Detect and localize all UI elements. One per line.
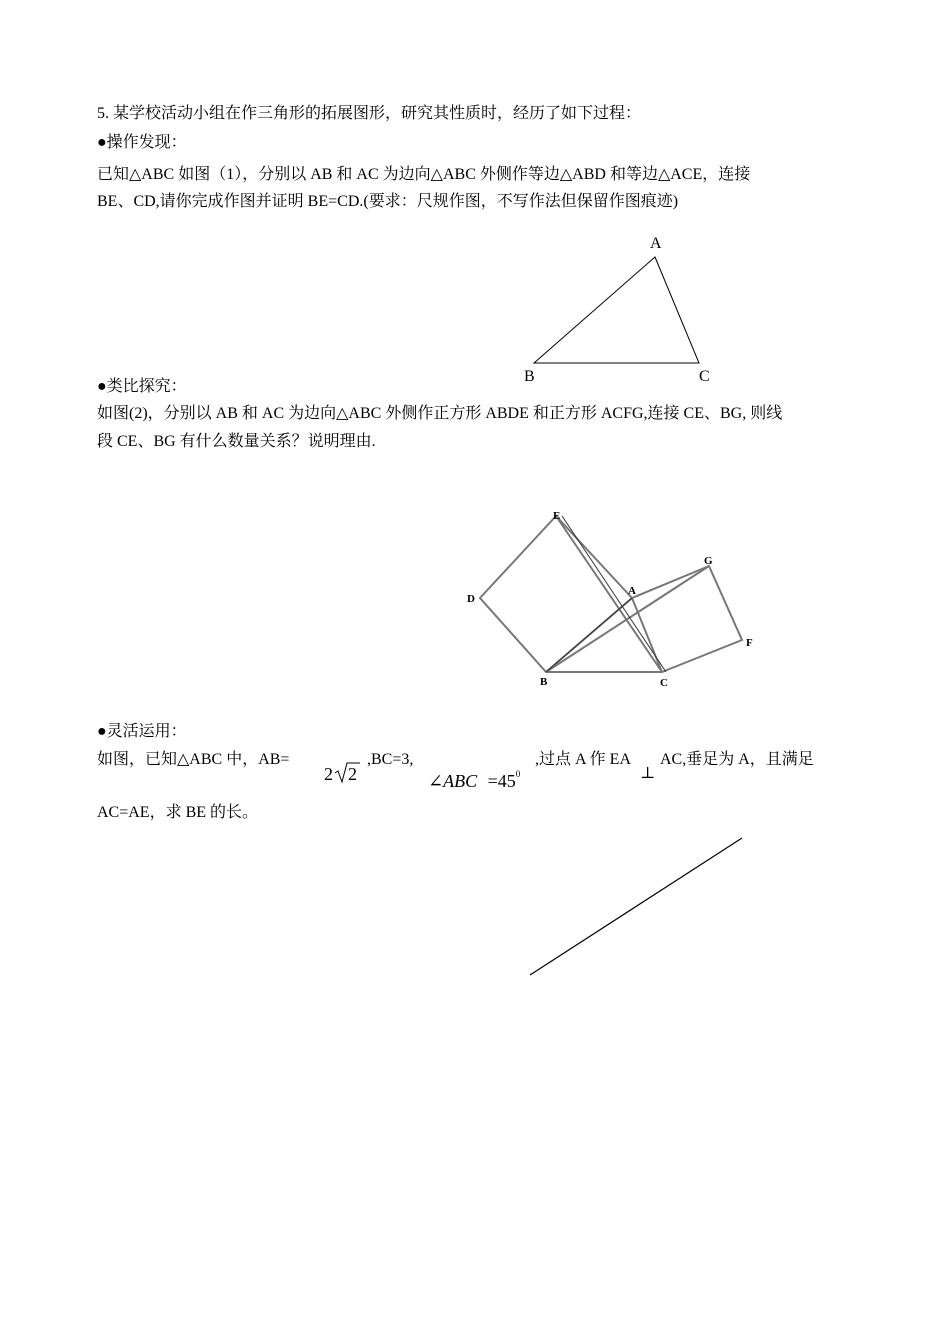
figure2-label-g: G: [704, 555, 713, 567]
part3-text-after-angle: ,过点 A 作 EA: [535, 751, 632, 768]
part3-text-prefix: 如图，已知△ABC 中，AB=: [97, 751, 290, 768]
figure2-label-d: D: [467, 593, 475, 605]
figure2-squares: [460, 500, 770, 700]
part2-text-line1: 如图(2)，分别以 AB 和 AC 为边向△ABC 外侧作正方形 ABDE 和正方形 ACFG,连接 CE、BG, 则线: [97, 405, 783, 422]
figure1-label-b: B: [524, 368, 535, 385]
part2-title: ●类比探究：: [97, 378, 187, 395]
angle-equals: =: [487, 771, 498, 791]
ab-value-radical: [322, 758, 362, 788]
part3-title: ●灵活运用：: [97, 723, 187, 740]
ab-radicand: 2: [348, 764, 357, 784]
angle-unit: 0: [515, 769, 521, 779]
part1-title: ●操作发现：: [97, 134, 187, 151]
figure2-label-b: B: [540, 676, 548, 688]
figure2-label-a: A: [628, 585, 636, 597]
figure2-label-e: E: [553, 510, 561, 522]
figure3-line: [520, 830, 750, 980]
part1-text-line1: 已知△ABC 如图（1），分别以 AB 和 AC 为边向△ABC 外侧作等边△ABD 和等边△ACE，连接: [97, 166, 751, 183]
part3-text-after-perp: AC,垂足为 A，且满足: [660, 751, 814, 768]
angle-expression: [428, 763, 520, 792]
figure2-label-f: F: [746, 637, 753, 649]
part2-text-line2: 段 CE、BG 有什么数量关系？说明理由.: [97, 433, 376, 450]
angle-symbol-expr: ∠ABC: [428, 771, 478, 791]
problem-heading: 5. 某学校活动小组在作三角形的拓展图形，研究其性质时，经历了如下过程：: [97, 105, 642, 122]
figure2-label-c: C: [660, 677, 668, 689]
part1-text-line2: BE、CD,请你完成作图并证明 BE=CD.(要求：尺规作图，不写作法但保留作图痕迹): [97, 193, 679, 210]
perpendicular-symbol: ⊥: [640, 765, 656, 782]
angle-value: 45: [497, 771, 516, 791]
figure1-triangle: [500, 228, 740, 388]
figure1-label-c: C: [699, 368, 710, 385]
ab-coefficient: 2: [324, 764, 333, 784]
part3-text-line2: AC=AE，求 BE 的长。: [97, 804, 259, 821]
figure1-label-a: A: [650, 235, 662, 252]
part3-text-mid: ,BC=3,: [367, 751, 414, 768]
